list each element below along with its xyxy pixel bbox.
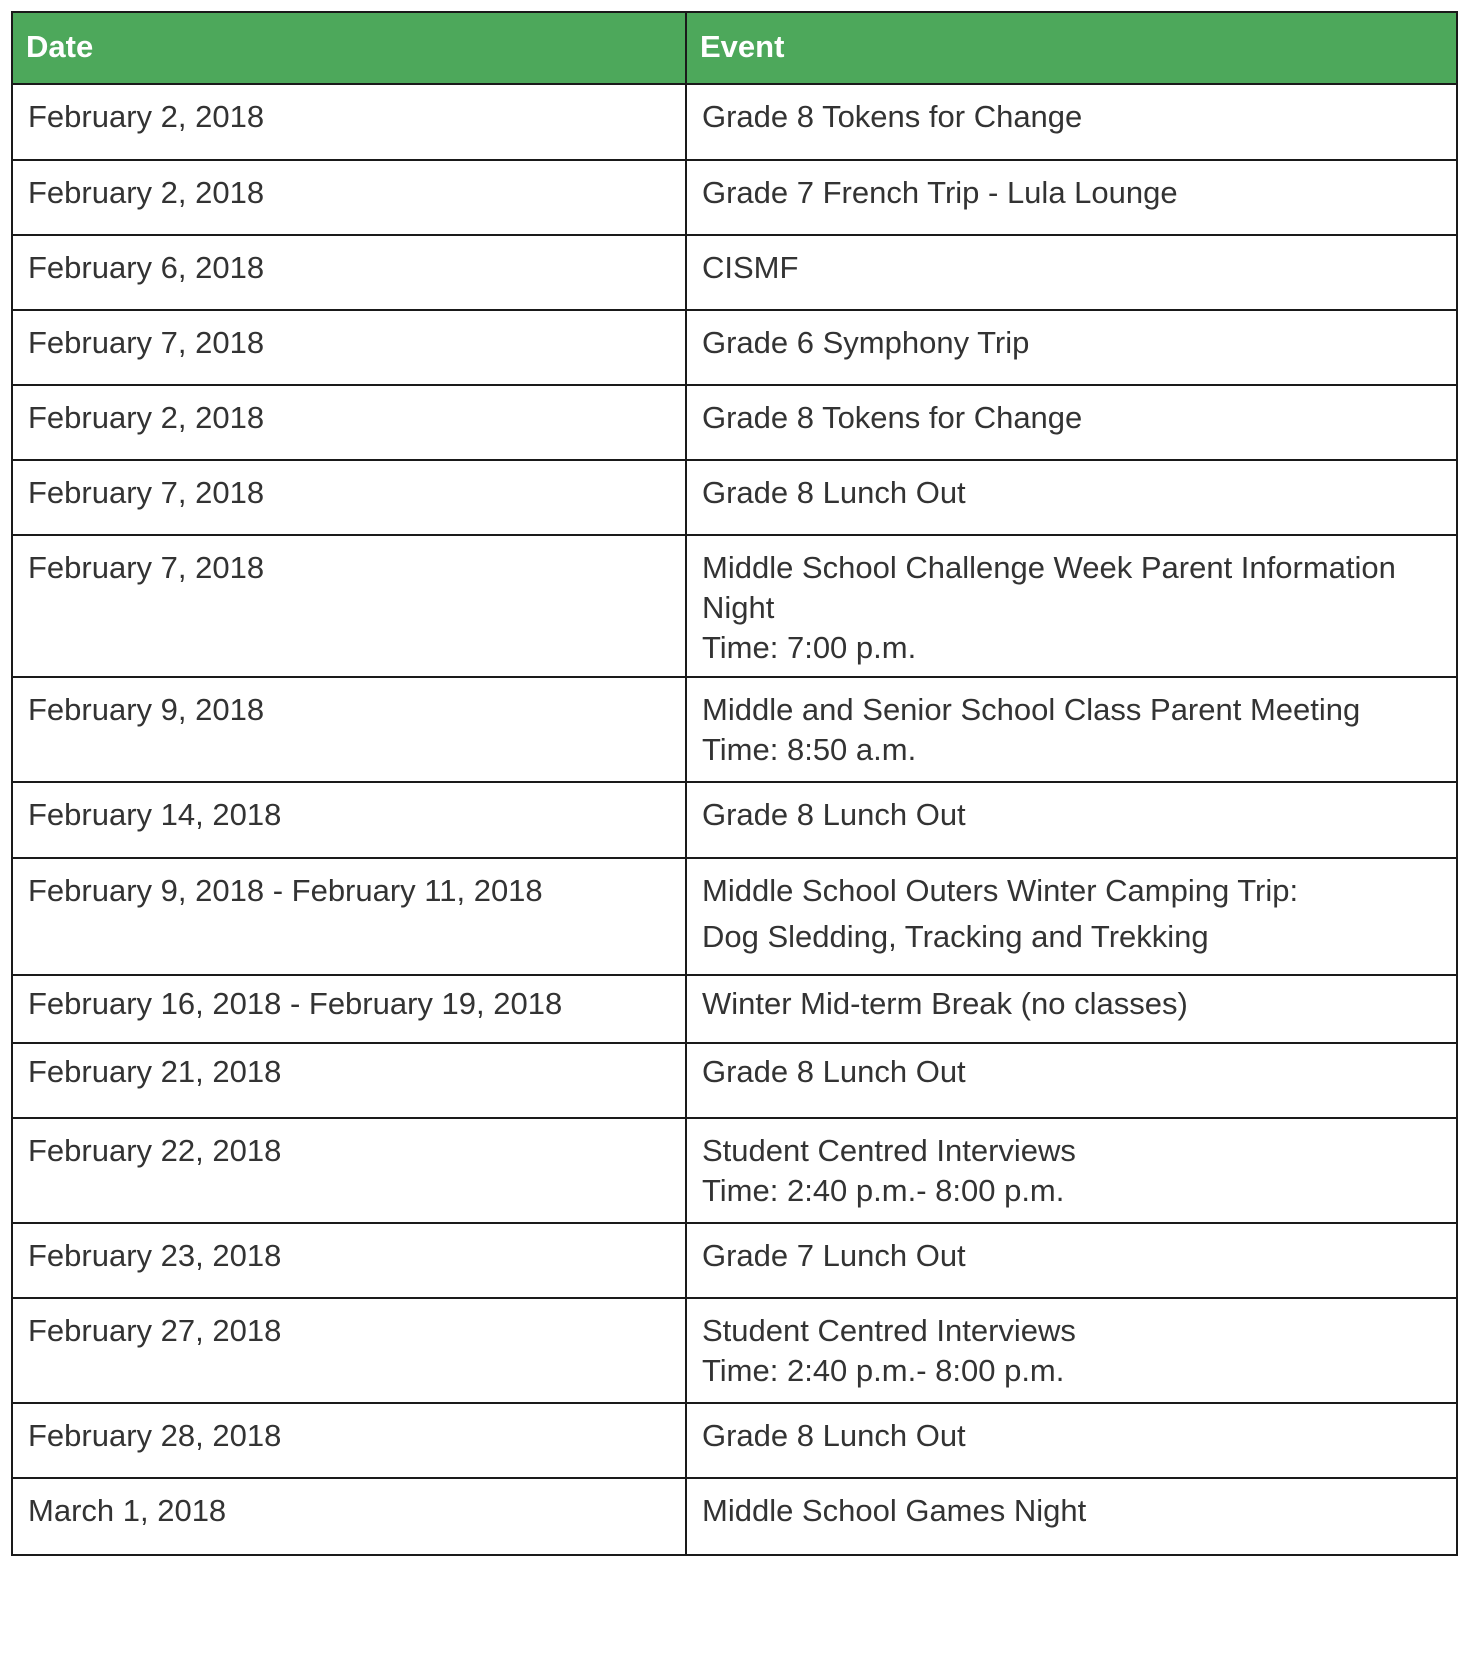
event-cell (687, 236, 1456, 309)
events-table (11, 11, 1458, 1556)
event-time: Time: 8:50 a.m. (702, 732, 917, 767)
event-time: Time: 2:40 p.m.- 8:00 p.m. (702, 1173, 1065, 1208)
event-cell (687, 859, 1456, 974)
event-cell (687, 783, 1456, 857)
event-text: Middle School Games Night (702, 1493, 1087, 1528)
table-row (13, 1402, 1456, 1477)
event-cell (687, 461, 1456, 534)
event-text: Grade 7 Lunch Out (702, 1238, 966, 1273)
date-cell: March 1, 2018 (13, 1479, 687, 1554)
date-cell: February 2, 2018 (13, 161, 687, 234)
event-cell (687, 1479, 1456, 1554)
date-cell: February 21, 2018 (13, 1044, 687, 1117)
event-cell (687, 311, 1456, 384)
table-row (13, 974, 1456, 1042)
event-text: Grade 7 French Trip - Lula Lounge (702, 175, 1178, 210)
table-row (13, 781, 1456, 857)
date-cell: February 28, 2018 (13, 1404, 687, 1477)
event-text: Grade 8 Lunch Out (702, 475, 966, 510)
date-cell: February 16, 2018 - February 19, 2018 (13, 976, 687, 1042)
event-text: Grade 8 Tokens for Change (702, 400, 1083, 435)
event-time: Time: 7:00 p.m. (702, 630, 917, 665)
event-cell (687, 1299, 1456, 1402)
date-cell: February 27, 2018 (13, 1299, 687, 1402)
event-text: Night (702, 590, 775, 625)
event-cell (687, 1404, 1456, 1477)
event-cell (687, 386, 1456, 459)
table-row (13, 1477, 1456, 1554)
date-cell: February 2, 2018 (13, 386, 687, 459)
date-cell: February 9, 2018 (13, 678, 687, 781)
date-cell: February 2, 2018 (13, 85, 687, 159)
event-text: Student Centred Interviews (702, 1313, 1076, 1348)
event-cell (687, 976, 1456, 1042)
event-text: Grade 6 Symphony Trip (702, 325, 1030, 360)
date-cell: February 22, 2018 (13, 1119, 687, 1222)
table-row (13, 309, 1456, 384)
date-cell: February 23, 2018 (13, 1224, 687, 1297)
table-row (13, 234, 1456, 309)
event-cell (687, 1044, 1456, 1117)
table-row (13, 83, 1456, 159)
event-text: Middle School Challenge Week Parent Information (702, 550, 1396, 585)
event-text: Winter Mid-term Break (no classes) (702, 986, 1188, 1021)
event-cell (687, 161, 1456, 234)
table-row (13, 1042, 1456, 1117)
event-time: Time: 2:40 p.m.- 8:00 p.m. (702, 1353, 1065, 1388)
table-row (13, 676, 1456, 781)
table-row (13, 459, 1456, 534)
event-text: Grade 8 Lunch Out (702, 1054, 966, 1089)
table-row (13, 1222, 1456, 1297)
event-cell (687, 678, 1456, 781)
table-header-row (13, 13, 1456, 83)
table-row (13, 384, 1456, 459)
date-cell: February 7, 2018 (13, 536, 687, 676)
event-text: Dog Sledding, Tracking and Trekking (702, 919, 1209, 954)
event-text: Middle and Senior School Class Parent Meeting (702, 692, 1361, 727)
event-column-header: Event (700, 29, 785, 64)
event-cell (687, 1119, 1456, 1222)
event-text: Grade 8 Lunch Out (702, 797, 966, 832)
table-row (13, 1297, 1456, 1402)
date-column-header: Date (13, 13, 687, 83)
table-row (13, 159, 1456, 234)
event-text: CISMF (702, 250, 799, 285)
table-row (13, 1117, 1456, 1222)
event-text: Student Centred Interviews (702, 1133, 1076, 1168)
event-text: Grade 8 Tokens for Change (702, 99, 1083, 134)
event-cell (687, 536, 1456, 676)
event-cell (687, 1224, 1456, 1297)
date-cell: February 9, 2018 - February 11, 2018 (13, 859, 687, 974)
event-cell (687, 85, 1456, 159)
table-row (13, 534, 1456, 676)
date-cell: February 7, 2018 (13, 461, 687, 534)
date-cell: February 6, 2018 (13, 236, 687, 309)
table-row (13, 857, 1456, 974)
event-text: Grade 8 Lunch Out (702, 1418, 966, 1453)
date-cell: February 14, 2018 (13, 783, 687, 857)
event-text: Middle School Outers Winter Camping Trip: (702, 873, 1299, 908)
date-cell: February 7, 2018 (13, 311, 687, 384)
